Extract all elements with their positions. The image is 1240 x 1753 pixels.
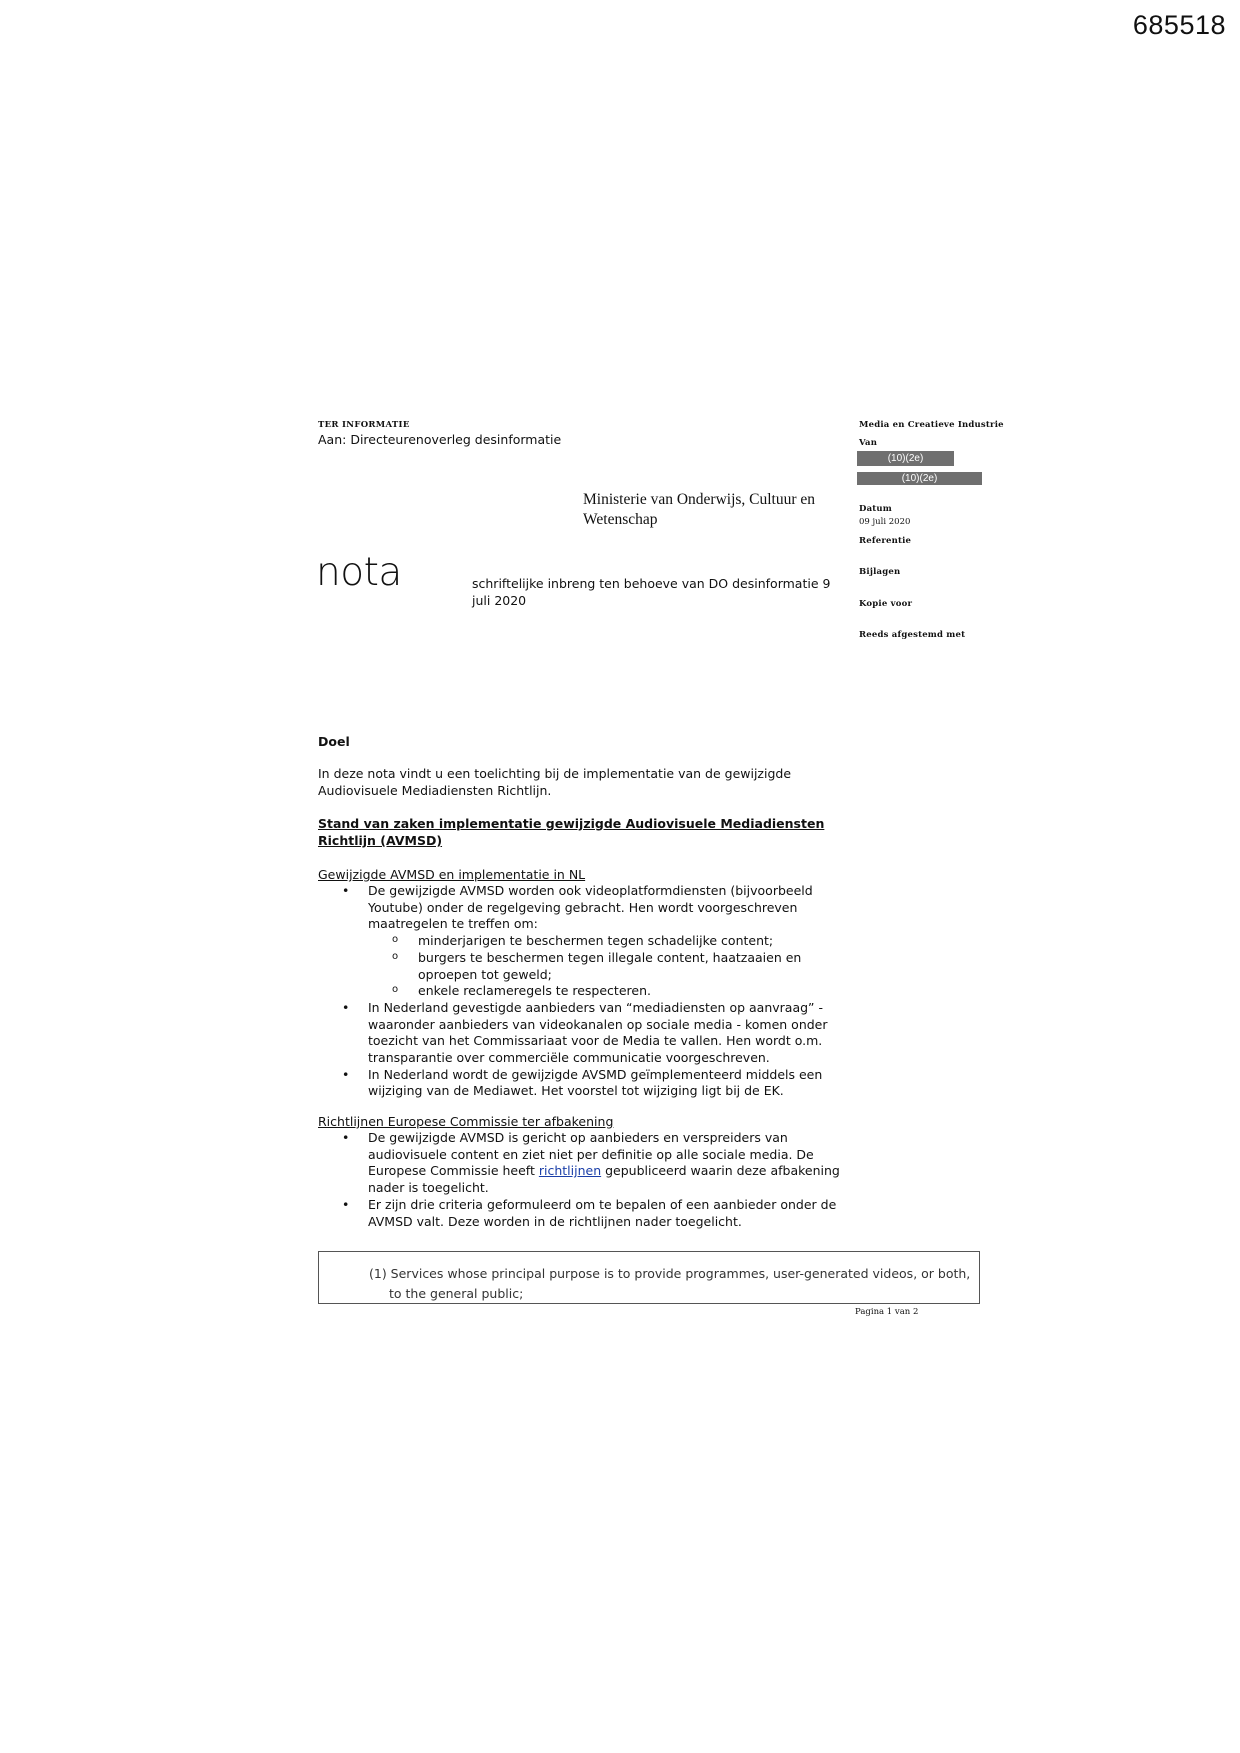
department-label: Media en Creatieve Industrie	[859, 420, 1004, 430]
quote-box	[318, 1251, 980, 1304]
section-implementatie-heading: Gewijzigde AVMSD en implementatie in NL	[318, 867, 586, 882]
kopie-voor-label: Kopie voor	[859, 599, 913, 609]
document-subject: schriftelijke inbreng ten behoeve van DO desinformatie 9 juli 2020	[472, 576, 831, 608]
reeds-afgestemd-label: Reeds afgestemd met	[859, 630, 966, 640]
redaction-block-1: (10)(2e)	[857, 451, 954, 466]
list-item: • Er zijn drie criteria geformuleerd om te bepalen of een aanbieder onder de AVMSD valt. Deze worden in de richtlijnen nader toegelicht.	[318, 1197, 848, 1230]
section-richtlijnen-list	[318, 1130, 848, 1230]
datum-value: 09 juli 2020	[859, 517, 911, 527]
document-number: 685518	[1132, 10, 1226, 40]
richtlijnen-link[interactable]: richtlijnen	[538, 1163, 602, 1179]
document-type: nota	[316, 550, 402, 595]
section-richtlijnen-heading: Richtlijnen Europese Commissie ter afbakening	[318, 1114, 614, 1129]
sub-list-item: o minderjarigen te beschermen tegen schadelijke content;	[368, 933, 848, 950]
quote-line-2: to the general public;	[389, 1286, 524, 1301]
referentie-label: Referentie	[859, 536, 912, 546]
list-item-text: De gewijzigde AVMSD worden ook videoplatformdiensten (bijvoorbeeld Youtube) onder de regelgeving gebracht. Hen wordt voorgeschreven maatregelen te treffen om:	[368, 883, 813, 932]
list-item	[318, 883, 848, 1000]
list-item: • In Nederland gevestigde aanbieders van “mediadiensten op aanvraag” - waaronder aanbieders van videokanalen op sociale media - komen onder toezicht van het Commissariaat voor de Media te vallen. Hen wordt o.m. transparantie over commerciële communicatie voorgeschreven.	[318, 1000, 848, 1067]
doel-text: In deze nota vindt u een toelichting bij de implementatie van de gewijzigde Audiovisuele Mediadiensten Richtlijn.	[318, 766, 792, 798]
bijlagen-label: Bijlagen	[859, 567, 901, 577]
list-item-text: gepubliceerd waarin deze afbakening nader is toegelicht.	[368, 1163, 840, 1196]
section-implementatie-list	[318, 883, 848, 1100]
datum-label: Datum	[859, 504, 892, 514]
section-richtlijnen	[318, 1113, 848, 1230]
doel-heading: Doel	[318, 734, 350, 749]
sub-list	[368, 933, 848, 1000]
page-number: Pagina 1 van 2	[855, 1307, 919, 1317]
stand-van-zaken-heading: Stand van zaken implementatie gewijzigde Audiovisuele Mediadiensten Richtlijn (AVMSD)	[318, 816, 825, 848]
van-label: Van	[859, 438, 878, 448]
section-implementatie	[318, 866, 848, 1100]
ter-informatie-label: TER INFORMATIE	[318, 420, 410, 430]
list-item: • In Nederland wordt de gewijzigde AVSMD geïmplementeerd middels een wijziging van de Mediawet. Het voorstel tot wijziging ligt bij de EK.	[318, 1067, 848, 1100]
list-item	[318, 1130, 848, 1197]
ministry-line-1: Ministerie van Onderwijs, Cultuur en	[583, 491, 816, 508]
sub-list-item: o enkele reclameregels te respecteren.	[368, 983, 848, 1000]
ministry-line-2: Wetenschap	[583, 511, 658, 528]
redaction-block-2: (10)(2e)	[857, 472, 982, 485]
ministry-name	[583, 490, 833, 530]
sub-list-item: o burgers te beschermen tegen illegale content, haatzaaien en oproepen tot geweld;	[368, 950, 848, 983]
addressee: Aan: Directeurenoverleg desinformatie	[318, 432, 562, 447]
list-item-text: De gewijzigde AVMSD is gericht op aanbieders en verspreiders van audiovisuele content en ziet niet per definitie op alle sociale media. De Europese Commissie heeft	[368, 1130, 814, 1179]
quote-line-1: (1) Services whose principal purpose is to provide programmes, user-generated videos, or both,	[369, 1266, 971, 1281]
